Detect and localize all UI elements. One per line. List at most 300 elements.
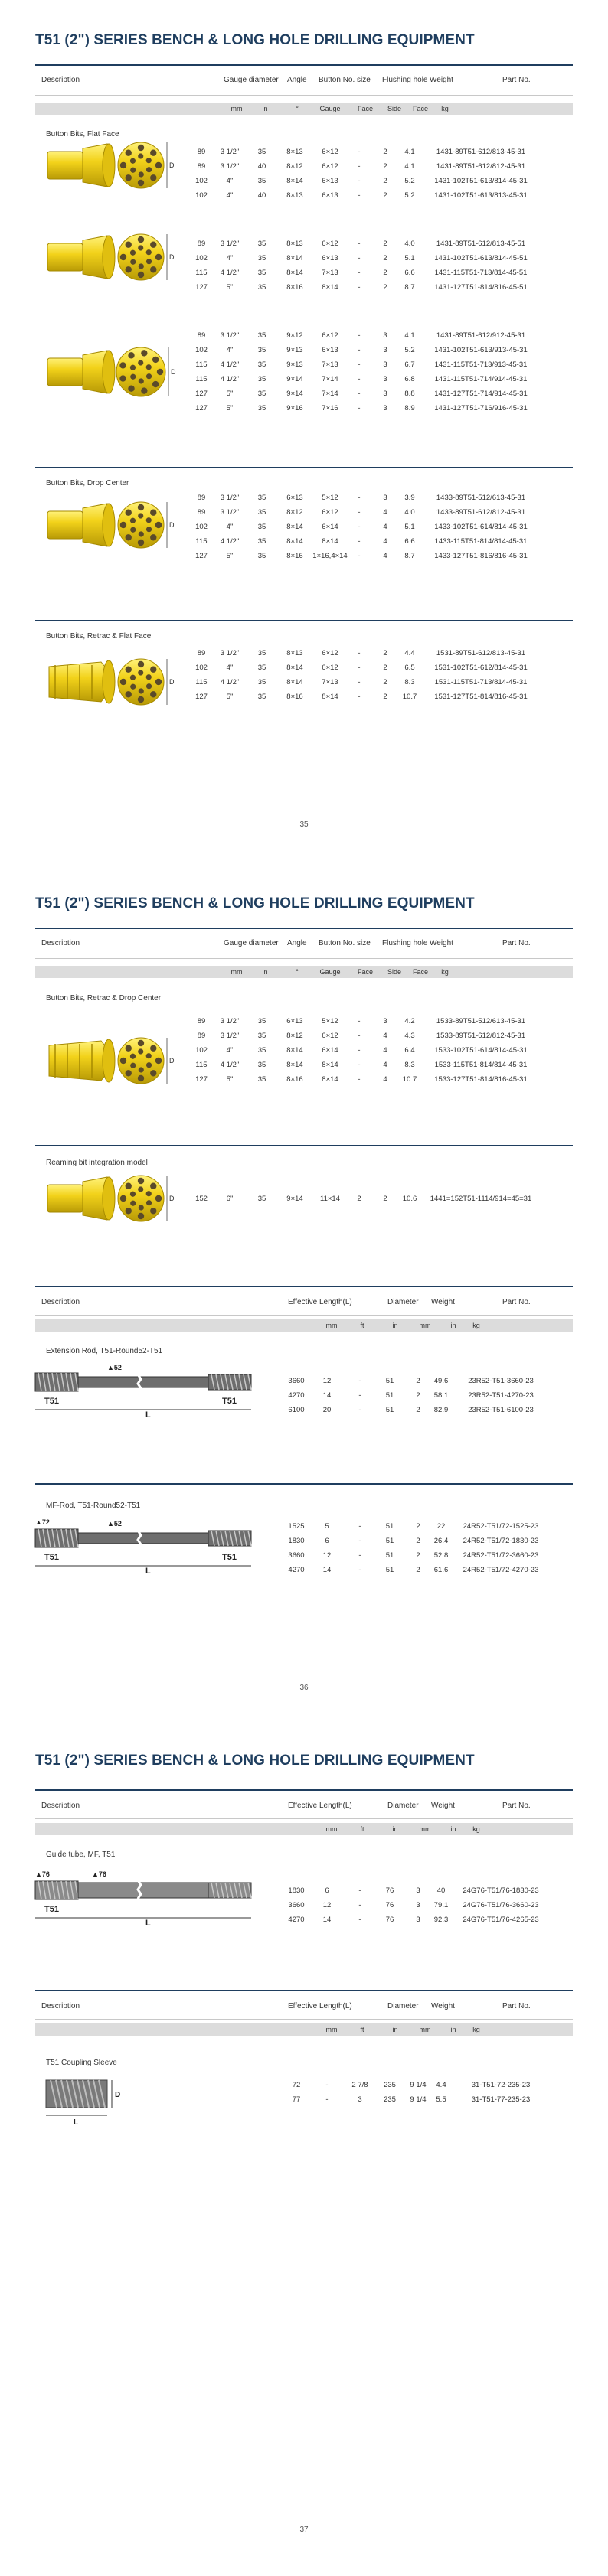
table-cell: 102 bbox=[195, 1046, 208, 1055]
table-cell: 4.2 bbox=[404, 1017, 415, 1026]
table-cell: 6" bbox=[226, 1195, 234, 1203]
table-cell: - bbox=[358, 148, 361, 156]
svg-text:L: L bbox=[74, 2118, 79, 2127]
table-cell: 2 bbox=[416, 1522, 420, 1531]
table-cell: 4.1 bbox=[404, 331, 415, 340]
table-cell: 8×14 bbox=[286, 269, 303, 277]
table-cell: 8×12 bbox=[286, 1032, 303, 1040]
table-cell: 127 bbox=[195, 693, 208, 701]
table-cell: 2 bbox=[383, 240, 387, 248]
table-cell: 3 1/2" bbox=[220, 331, 240, 340]
table-cell: - bbox=[358, 269, 361, 277]
table-cell: 4270 bbox=[288, 1566, 305, 1574]
table-cell: 14 bbox=[322, 1916, 332, 1924]
table-cell: 6×13 bbox=[286, 1017, 303, 1026]
table-cell: 4270 bbox=[288, 1916, 305, 1924]
svg-text:D: D bbox=[169, 253, 175, 261]
group-divider bbox=[35, 1483, 573, 1485]
table-cell: - bbox=[358, 1046, 361, 1055]
table-cell: 1431-102T51-613/814-45-31 bbox=[434, 177, 528, 185]
unit-mm: mm bbox=[325, 1825, 338, 1833]
unit-in: in bbox=[392, 2026, 398, 2033]
table-cell: 23R52-T51-4270-23 bbox=[468, 1391, 534, 1400]
units-row bbox=[35, 1319, 573, 1332]
units-row bbox=[35, 1823, 573, 1835]
page-number: 37 bbox=[299, 2525, 309, 2534]
group-divider bbox=[35, 467, 573, 468]
table-cell: 9×12 bbox=[286, 331, 303, 340]
table-cell: 1431-115T51-714/914-45-31 bbox=[434, 375, 528, 383]
table-cell: 1830 bbox=[288, 1886, 305, 1895]
table-cell: 24R52-T51/72-1525-23 bbox=[463, 1522, 539, 1531]
svg-text:L: L bbox=[145, 1410, 151, 1420]
table-cell: 8×14 bbox=[286, 1046, 303, 1055]
unit-in: in bbox=[262, 105, 268, 112]
table-cell: 3 1/2" bbox=[220, 649, 240, 657]
table-cell: 2 bbox=[383, 678, 387, 686]
unit-face2: Face bbox=[412, 105, 429, 112]
table-cell: 5" bbox=[226, 1075, 234, 1084]
table-cell: 235 bbox=[384, 2081, 396, 2089]
table-cell: 12 bbox=[322, 1551, 332, 1560]
table-cell: 8×13 bbox=[286, 649, 303, 657]
table-cell: 3 bbox=[383, 494, 387, 502]
table-cell: 35 bbox=[257, 693, 266, 701]
divider bbox=[35, 95, 573, 96]
table-cell: - bbox=[358, 404, 361, 412]
col-diameter: Diameter bbox=[387, 1298, 419, 1306]
group-label: Button Bits, Flat Face bbox=[46, 130, 119, 139]
table-cell: 2 bbox=[416, 1537, 420, 1545]
table-cell: 2 bbox=[383, 254, 387, 262]
table-cell: 4 bbox=[383, 508, 387, 517]
col-description: Description bbox=[41, 76, 80, 84]
table-cell: 235 bbox=[384, 2095, 396, 2104]
table-cell: - bbox=[358, 1017, 361, 1026]
table-cell: 127 bbox=[195, 1075, 208, 1084]
table-cell: 3 bbox=[383, 360, 387, 369]
table-cell: 1531-127T51-814/816-45-31 bbox=[434, 693, 528, 701]
table-cell: 4 1/2" bbox=[220, 360, 240, 369]
table-cell: 1433-127T51-816/816-45-31 bbox=[434, 552, 528, 560]
table-cell: 6×12 bbox=[322, 162, 338, 171]
group-label: Button Bits, Retrac & Flat Face bbox=[46, 632, 152, 641]
table-cell: 4.3 bbox=[404, 1032, 415, 1040]
table-cell: 9×13 bbox=[286, 346, 303, 354]
table-cell: 35 bbox=[257, 360, 266, 369]
table-cell: 35 bbox=[257, 1046, 266, 1055]
table-cell: 1431-127T51-714/914-45-31 bbox=[434, 390, 528, 398]
col-weight: Weight bbox=[431, 1298, 455, 1306]
table-cell: 2 bbox=[416, 1566, 420, 1574]
table-cell: 3 bbox=[358, 2095, 362, 2104]
table-cell: 35 bbox=[257, 537, 266, 546]
table-cell: 35 bbox=[257, 1017, 266, 1026]
table-cell: 102 bbox=[195, 177, 208, 185]
guide-drawing bbox=[31, 1867, 268, 1932]
table-cell: 4" bbox=[226, 177, 234, 185]
table-cell: 1×16,4×14 bbox=[312, 552, 348, 560]
table-cell: 4 bbox=[383, 1032, 387, 1040]
table-cell: - bbox=[358, 678, 361, 686]
table-cell: 6×14 bbox=[322, 1046, 338, 1055]
table-cell: 6 bbox=[325, 1537, 329, 1545]
table-cell: 35 bbox=[257, 283, 266, 292]
unit-face: Face bbox=[357, 105, 374, 112]
table-cell: 4" bbox=[226, 523, 234, 531]
table-cell: 127 bbox=[195, 552, 208, 560]
header-rule bbox=[35, 64, 573, 66]
table-cell: - bbox=[358, 693, 361, 701]
table-cell: 1433-89T51-612/812-45-31 bbox=[436, 508, 526, 517]
table-cell: 5" bbox=[226, 283, 234, 292]
table-cell: - bbox=[358, 254, 361, 262]
table-cell: 4.4 bbox=[436, 2081, 446, 2089]
table-cell: 6 bbox=[325, 1886, 329, 1895]
table-cell: 3 1/2" bbox=[220, 240, 240, 248]
table-cell: 8.7 bbox=[404, 552, 415, 560]
table-cell: 51 bbox=[385, 1537, 394, 1545]
table-cell: 3 1/2" bbox=[220, 494, 240, 502]
table-cell: 24R52-T51/72-1830-23 bbox=[463, 1537, 539, 1545]
table-cell: 35 bbox=[257, 177, 266, 185]
table-cell: - bbox=[358, 508, 361, 517]
unit-face2: Face bbox=[412, 968, 429, 976]
group-label: Extension Rod, T51-Round52-T51 bbox=[46, 1347, 163, 1355]
header-rule bbox=[35, 1990, 573, 1991]
table-cell: 2 bbox=[416, 1551, 420, 1560]
table-cell: 8.8 bbox=[404, 390, 415, 398]
table-cell: 4 1/2" bbox=[220, 269, 240, 277]
table-cell: 4 bbox=[383, 537, 387, 546]
col-angle: Angle bbox=[287, 939, 307, 947]
table-cell: 102 bbox=[195, 664, 208, 672]
table-cell: 5" bbox=[226, 693, 234, 701]
col-part: Part No. bbox=[502, 76, 531, 84]
table-cell: 8×13 bbox=[286, 240, 303, 248]
svg-text:▲52: ▲52 bbox=[107, 1520, 122, 1528]
table-cell: 89 bbox=[197, 148, 206, 156]
svg-text:T51: T51 bbox=[44, 1905, 59, 1914]
svg-text:D: D bbox=[169, 161, 175, 169]
table-cell: 1533-127T51-814/816-45-31 bbox=[434, 1075, 528, 1084]
table-cell: 6×13 bbox=[322, 177, 338, 185]
table-cell: 4 bbox=[383, 552, 387, 560]
table-cell: 1531-89T51-612/813-45-31 bbox=[436, 649, 526, 657]
unit-mm: mm bbox=[325, 1322, 338, 1329]
table-cell: 8×13 bbox=[286, 191, 303, 200]
table-cell: 4.0 bbox=[404, 240, 415, 248]
table-cell: 2 bbox=[383, 283, 387, 292]
table-cell: 4 1/2" bbox=[220, 1061, 240, 1069]
table-cell: 8×14 bbox=[286, 537, 303, 546]
table-cell: 3 bbox=[383, 404, 387, 412]
table-cell: 4" bbox=[226, 1046, 234, 1055]
table-cell: 3 1/2" bbox=[220, 162, 240, 171]
table-cell: 8×14 bbox=[286, 678, 303, 686]
unit-kg: kg bbox=[441, 105, 449, 112]
table-cell: 7×13 bbox=[322, 678, 338, 686]
header-rule bbox=[35, 928, 573, 929]
page-title: T51 (2") SERIES BENCH & LONG HOLE DRILLING EQUIPMENT bbox=[35, 1753, 475, 1769]
svg-text:D: D bbox=[169, 1195, 175, 1202]
table-cell: 5×12 bbox=[322, 1017, 338, 1026]
table-cell: - bbox=[358, 664, 361, 672]
table-cell: 35 bbox=[257, 375, 266, 383]
svg-text:▲76: ▲76 bbox=[92, 1870, 106, 1878]
col-weight: Weight bbox=[430, 939, 453, 947]
table-cell: 4" bbox=[226, 346, 234, 354]
table-cell: 23R52-T51-6100-23 bbox=[468, 1406, 534, 1414]
table-cell: 1433-115T51-814/814-45-31 bbox=[434, 537, 528, 546]
table-cell: 3660 bbox=[288, 1377, 305, 1385]
table-cell: - bbox=[358, 1075, 361, 1084]
table-cell: 6.5 bbox=[404, 664, 415, 672]
table-cell: 8×14 bbox=[286, 254, 303, 262]
table-cell: 8×14 bbox=[322, 283, 338, 292]
table-cell: 4270 bbox=[288, 1391, 305, 1400]
table-cell: 3 bbox=[383, 390, 387, 398]
table-cell: 1431-102T51-613/913-45-31 bbox=[434, 346, 528, 354]
col-diameter: Diameter bbox=[387, 1802, 419, 1810]
table-cell: - bbox=[358, 283, 361, 292]
table-cell: 4" bbox=[226, 664, 234, 672]
table-cell: 51 bbox=[385, 1391, 394, 1400]
unit-kg: kg bbox=[472, 1322, 480, 1329]
table-cell: 9×14 bbox=[286, 1195, 303, 1203]
table-cell: 89 bbox=[197, 1032, 206, 1040]
page-number: 36 bbox=[299, 1684, 309, 1692]
table-cell: 4 bbox=[383, 523, 387, 531]
col-part: Part No. bbox=[502, 939, 531, 947]
table-cell: - bbox=[358, 191, 361, 200]
table-cell: 35 bbox=[257, 508, 266, 517]
unit-face: Face bbox=[357, 968, 374, 976]
table-cell: 4 bbox=[383, 1046, 387, 1055]
svg-text:T51: T51 bbox=[222, 1553, 237, 1562]
col-flushing: Flushing hole bbox=[382, 76, 428, 84]
table-cell: 8×14 bbox=[286, 664, 303, 672]
unit-mm: mm bbox=[230, 105, 243, 112]
table-cell: 35 bbox=[257, 1195, 266, 1203]
table-cell: 89 bbox=[197, 508, 206, 517]
table-cell: 1441=152T51-1114/914=45=31 bbox=[430, 1195, 532, 1203]
group-label: T51 Coupling Sleeve bbox=[46, 2059, 117, 2067]
table-cell: 1533-89T51-612/812-45-31 bbox=[436, 1032, 526, 1040]
table-cell: 7×14 bbox=[322, 375, 338, 383]
unit-kg: kg bbox=[472, 1825, 480, 1833]
table-cell: 35 bbox=[257, 494, 266, 502]
table-cell: 3 bbox=[383, 375, 387, 383]
table-cell: 24R52-T51/72-3660-23 bbox=[463, 1551, 539, 1560]
table-cell: 4.0 bbox=[404, 508, 415, 517]
table-cell: 1431-89T51-612/813-45-31 bbox=[436, 148, 526, 156]
col-description: Description bbox=[41, 2002, 80, 2010]
table-cell: 2 bbox=[383, 269, 387, 277]
table-cell: 3660 bbox=[288, 1901, 305, 1909]
button-bit-image bbox=[43, 222, 178, 296]
button-bit-image bbox=[43, 1026, 178, 1100]
table-cell: 3 bbox=[383, 1017, 387, 1026]
table-cell: 6.8 bbox=[404, 375, 415, 383]
group-label: Guide tube, MF, T51 bbox=[46, 1850, 116, 1859]
table-cell: - bbox=[358, 537, 361, 546]
table-cell: - bbox=[358, 177, 361, 185]
table-cell: 2 bbox=[416, 1391, 420, 1400]
table-cell: 6×13 bbox=[286, 494, 303, 502]
col-length: Effective Length(L) bbox=[288, 1802, 352, 1810]
unit-in: in bbox=[392, 1322, 398, 1329]
table-cell: 8×13 bbox=[286, 148, 303, 156]
table-cell: 127 bbox=[195, 404, 208, 412]
table-cell: 35 bbox=[257, 346, 266, 354]
svg-text:D: D bbox=[169, 521, 175, 529]
col-button: Button No. size bbox=[319, 939, 371, 947]
table-cell: 12 bbox=[322, 1377, 332, 1385]
table-cell: 5.2 bbox=[404, 346, 415, 354]
table-cell: 5" bbox=[226, 404, 234, 412]
table-cell: 35 bbox=[257, 331, 266, 340]
button-bit-image bbox=[43, 647, 178, 721]
table-cell: 24G76-T51/76-1830-23 bbox=[463, 1886, 539, 1895]
table-cell: 14 bbox=[322, 1566, 332, 1574]
table-cell: 1431-127T51-814/816-45-51 bbox=[434, 283, 528, 292]
table-cell: 8×14 bbox=[286, 1061, 303, 1069]
table-cell: 4.1 bbox=[404, 148, 415, 156]
table-cell: 7×16 bbox=[322, 404, 338, 412]
table-cell: 4.4 bbox=[404, 649, 415, 657]
col-angle: Angle bbox=[287, 76, 307, 84]
col-diameter: Diameter bbox=[387, 2002, 419, 2010]
table-cell: 3 bbox=[416, 1886, 420, 1895]
unit-in: in bbox=[392, 1825, 398, 1833]
svg-text:▲52: ▲52 bbox=[107, 1364, 122, 1371]
unit-in: in bbox=[262, 968, 268, 976]
table-cell: 3 bbox=[383, 346, 387, 354]
unit-gauge: Gauge bbox=[319, 968, 341, 976]
table-cell: 49.6 bbox=[433, 1377, 449, 1385]
table-cell: 4 bbox=[383, 1061, 387, 1069]
table-cell: 89 bbox=[197, 649, 206, 657]
table-cell: 8.3 bbox=[404, 678, 415, 686]
table-cell: 4" bbox=[226, 254, 234, 262]
table-cell: 89 bbox=[197, 331, 206, 340]
table-cell: 8×16 bbox=[286, 1075, 303, 1084]
page-number: 35 bbox=[299, 820, 309, 829]
table-cell: 8×16 bbox=[286, 693, 303, 701]
table-cell: 4 1/2" bbox=[220, 678, 240, 686]
table-cell: - bbox=[325, 2081, 329, 2089]
table-cell: 102 bbox=[195, 254, 208, 262]
table-cell: 115 bbox=[195, 269, 208, 277]
table-cell: 115 bbox=[195, 678, 208, 686]
table-cell: 22 bbox=[436, 1522, 446, 1531]
table-cell: 6×13 bbox=[322, 254, 338, 262]
table-cell: - bbox=[358, 240, 361, 248]
unit-deg: ° bbox=[296, 105, 299, 112]
svg-text:▲72: ▲72 bbox=[35, 1518, 50, 1526]
table-cell: 127 bbox=[195, 283, 208, 292]
table-cell: 35 bbox=[257, 664, 266, 672]
unit-in2: in bbox=[450, 1322, 456, 1329]
table-cell: - bbox=[325, 2095, 329, 2104]
table-cell: 4 1/2" bbox=[220, 537, 240, 546]
table-cell: 3 bbox=[383, 331, 387, 340]
table-cell: 51 bbox=[385, 1551, 394, 1560]
units-row bbox=[35, 2023, 573, 2036]
table-cell: 4" bbox=[226, 191, 234, 200]
table-cell: 1533-115T51-814/814-45-31 bbox=[434, 1061, 528, 1069]
table-cell: 4.1 bbox=[404, 162, 415, 171]
divider bbox=[35, 958, 573, 959]
table-cell: 58.1 bbox=[433, 1391, 449, 1400]
table-cell: 2 bbox=[357, 1195, 361, 1203]
table-cell: 51 bbox=[385, 1566, 394, 1574]
col-description: Description bbox=[41, 1298, 80, 1306]
table-cell: 9 1/4 bbox=[410, 2081, 427, 2089]
page-title: T51 (2") SERIES BENCH & LONG HOLE DRILLING EQUIPMENT bbox=[35, 32, 475, 48]
table-cell: - bbox=[358, 1522, 361, 1531]
unit-mm2: mm bbox=[419, 1825, 431, 1833]
table-cell: 35 bbox=[257, 269, 266, 277]
table-cell: 20 bbox=[322, 1406, 332, 1414]
table-cell: 5" bbox=[226, 390, 234, 398]
table-cell: 1431-102T51-613/814-45-51 bbox=[434, 254, 528, 262]
table-cell: 6×12 bbox=[322, 664, 338, 672]
col-part: Part No. bbox=[502, 1802, 531, 1810]
table-cell: 82.9 bbox=[433, 1406, 449, 1414]
unit-in2: in bbox=[450, 1825, 456, 1833]
table-cell: 10.6 bbox=[402, 1195, 417, 1203]
table-cell: - bbox=[358, 1032, 361, 1040]
table-cell: 89 bbox=[197, 240, 206, 248]
table-cell: 3 bbox=[416, 1916, 420, 1924]
table-cell: 1431-89T51-612/912-45-31 bbox=[436, 331, 526, 340]
table-cell: 115 bbox=[195, 537, 208, 546]
table-cell: 5.5 bbox=[436, 2095, 446, 2104]
table-cell: 35 bbox=[257, 1061, 266, 1069]
table-cell: 3 1/2" bbox=[220, 148, 240, 156]
table-cell: - bbox=[358, 1406, 361, 1414]
button-bit-image bbox=[43, 337, 178, 411]
table-cell: 35 bbox=[257, 404, 266, 412]
table-cell: - bbox=[358, 346, 361, 354]
table-cell: 1431-102T51-613/813-45-31 bbox=[434, 191, 528, 200]
unit-side: Side bbox=[387, 968, 402, 976]
col-gauge: Gauge diameter bbox=[224, 939, 279, 947]
unit-in2: in bbox=[450, 2026, 456, 2033]
table-cell: 8×14 bbox=[322, 537, 338, 546]
table-cell: 4 bbox=[383, 1075, 387, 1084]
table-cell: 1433-102T51-614/814-45-31 bbox=[434, 523, 528, 531]
table-cell: - bbox=[358, 162, 361, 171]
table-cell: 89 bbox=[197, 494, 206, 502]
table-cell: 8×14 bbox=[286, 177, 303, 185]
table-cell: 9×14 bbox=[286, 375, 303, 383]
table-cell: 9×16 bbox=[286, 404, 303, 412]
table-cell: 51 bbox=[385, 1377, 394, 1385]
table-cell: 51 bbox=[385, 1522, 394, 1531]
page-title: T51 (2") SERIES BENCH & LONG HOLE DRILLING EQUIPMENT bbox=[35, 895, 475, 911]
table-cell: 2 bbox=[383, 162, 387, 171]
group-label: Button Bits, Drop Center bbox=[46, 479, 129, 487]
svg-text:T51: T51 bbox=[222, 1397, 237, 1406]
col-gauge: Gauge diameter bbox=[224, 76, 279, 84]
table-cell: 2 bbox=[416, 1377, 420, 1385]
table-cell: 1533-89T51-512/613-45-31 bbox=[436, 1017, 526, 1026]
table-cell: 3660 bbox=[288, 1551, 305, 1560]
unit-mm2: mm bbox=[419, 1322, 431, 1329]
